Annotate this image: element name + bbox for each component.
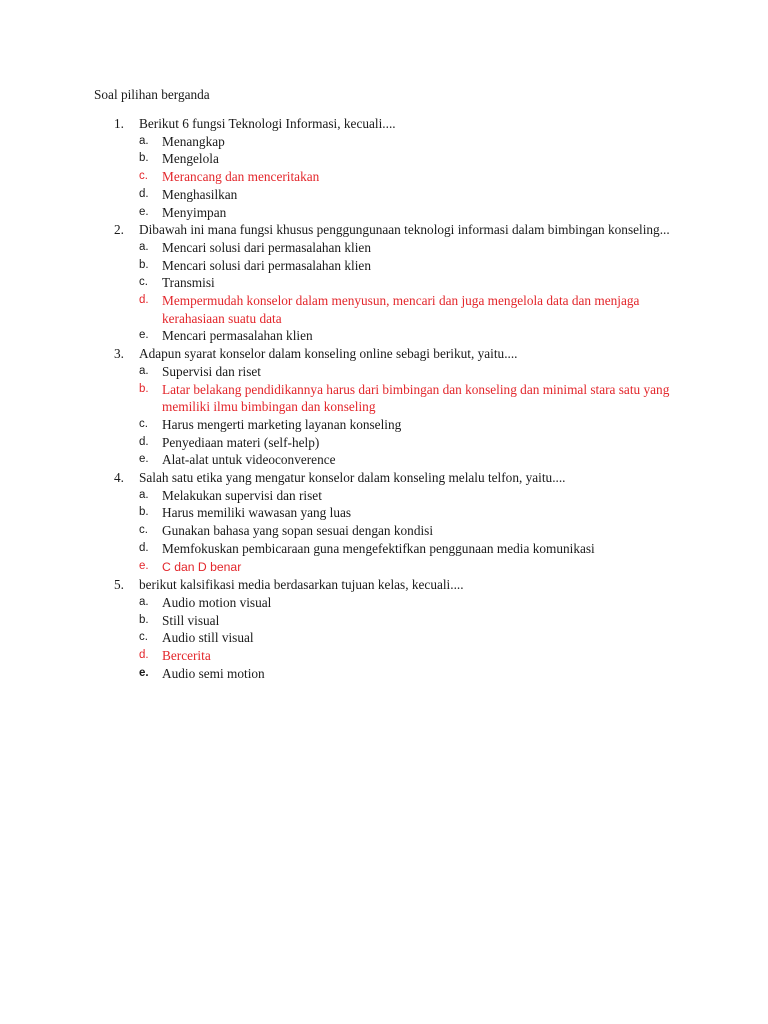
option-text: Still visual xyxy=(162,612,220,628)
option-letter: e. xyxy=(139,205,149,218)
option-item xyxy=(139,150,674,168)
question-text: berikut kalsifikasi media berdasarkan tujuan kelas, kecuali.... xyxy=(139,577,464,593)
option-letter: b. xyxy=(139,382,149,395)
option-letter: c. xyxy=(139,170,148,183)
option-letter: c. xyxy=(139,417,148,430)
option-item xyxy=(139,204,674,222)
option-text: Mencari permasalahan klien xyxy=(162,328,313,344)
option-letter: a. xyxy=(139,364,149,377)
option-text: Menangkap xyxy=(162,133,225,149)
option-text: C dan D benar xyxy=(162,559,242,574)
question-5 xyxy=(94,576,674,682)
option-letter: b. xyxy=(139,506,149,519)
option-item xyxy=(139,133,674,151)
question-number: 4. xyxy=(114,470,124,486)
option-text: Latar belakang pendidikannya harus dari bimbingan dan konseling dan minimal stara satu yang memiliki ilmu bimbingan dan konseling xyxy=(162,381,670,415)
question-text: Adapun syarat konselor dalam konseling online sebagi berikut, yaitu.... xyxy=(139,346,518,362)
option-letter: d. xyxy=(139,649,149,662)
option-item xyxy=(139,558,674,577)
option-text: Mencari solusi dari permasalahan klien xyxy=(162,239,371,255)
option-item xyxy=(139,416,674,434)
option-letter: d. xyxy=(139,541,149,554)
option-list xyxy=(139,487,674,577)
option-text: Melakukan supervisi dan riset xyxy=(162,487,322,503)
option-item xyxy=(139,257,674,275)
option-text: Gunakan bahasa yang sopan sesuai dengan kondisi xyxy=(162,523,434,539)
option-text: Mempermudah konselor dalam menyusun, mencari dan juga mengelola data dan menjaga kerahasiaan suatu data xyxy=(162,293,640,326)
option-item xyxy=(139,292,674,327)
option-item xyxy=(139,434,674,452)
option-letter: b. xyxy=(139,258,149,271)
option-item xyxy=(139,363,674,381)
question-3 xyxy=(94,345,674,469)
option-text: Audio motion visual xyxy=(162,594,272,610)
option-letter: b. xyxy=(139,152,149,165)
document-title: Soal pilihan berganda xyxy=(94,87,210,102)
option-item xyxy=(139,327,674,345)
question-2 xyxy=(94,221,674,345)
option-text: Supervisi dan riset xyxy=(162,363,261,379)
question-4 xyxy=(94,469,674,576)
option-item xyxy=(139,239,674,257)
option-letter: a. xyxy=(139,240,149,253)
option-letter: c. xyxy=(139,631,148,644)
option-letter: e. xyxy=(139,559,149,572)
option-text: Memfokuskan pembicaraan guna mengefektifkan penggunaan media komunikasi xyxy=(162,540,595,556)
question-text: Berikut 6 fungsi Teknologi Informasi, kecuali.... xyxy=(139,116,396,131)
question-number: 1. xyxy=(114,116,124,131)
option-letter: e. xyxy=(139,329,149,342)
option-text: Transmisi xyxy=(162,275,215,291)
option-item xyxy=(139,540,674,558)
option-text: Bercerita xyxy=(162,648,211,664)
option-text: Merancang dan menceritakan xyxy=(162,169,320,185)
option-text: Alat-alat untuk videoconverence xyxy=(162,452,336,468)
option-list xyxy=(139,363,674,469)
option-text: Mengelola xyxy=(162,151,219,167)
option-item xyxy=(139,594,674,612)
question-number: 2. xyxy=(114,222,124,238)
option-letter: e. xyxy=(139,666,149,679)
option-item xyxy=(139,451,674,469)
option-letter: b. xyxy=(139,613,149,626)
option-letter: e. xyxy=(139,453,149,466)
question-number: 3. xyxy=(114,346,124,362)
option-item xyxy=(139,381,674,416)
option-text: Audio semi motion xyxy=(162,665,265,681)
option-item xyxy=(139,504,674,522)
option-letter: c. xyxy=(139,524,148,537)
option-item xyxy=(139,612,674,630)
option-item xyxy=(139,522,674,540)
option-text: Penyediaan materi (self-help) xyxy=(162,434,320,450)
question-text: Salah satu etika yang mengatur konselor dalam konseling melalu telfon, yaitu.... xyxy=(139,470,566,486)
option-item xyxy=(139,629,674,647)
option-text: Harus memiliki wawasan yang luas xyxy=(162,505,352,521)
question-list xyxy=(94,115,674,683)
option-item xyxy=(139,274,674,292)
option-letter: a. xyxy=(139,488,149,501)
option-text: Menyimpan xyxy=(162,204,227,220)
option-letter: d. xyxy=(139,294,149,307)
option-item xyxy=(139,168,674,186)
option-list xyxy=(139,133,674,222)
option-letter: d. xyxy=(139,435,149,448)
option-item xyxy=(139,186,674,204)
option-text: Harus mengerti marketing layanan konseling xyxy=(162,416,402,432)
option-item xyxy=(139,665,674,683)
question-text: Dibawah ini mana fungsi khusus penggungunaan teknologi informasi dalam bimbingan konseling... xyxy=(139,222,670,238)
question-1 xyxy=(94,115,674,221)
option-letter: d. xyxy=(139,187,149,200)
option-text: Mencari solusi dari permasalahan klien xyxy=(162,257,371,273)
option-text: Menghasilkan xyxy=(162,186,238,202)
option-list xyxy=(139,239,674,345)
option-letter: c. xyxy=(139,276,148,289)
option-item xyxy=(139,487,674,505)
option-letter: a. xyxy=(139,134,149,147)
option-letter: a. xyxy=(139,595,149,608)
option-item xyxy=(139,647,674,665)
question-number: 5. xyxy=(114,577,124,593)
option-text: Audio still visual xyxy=(162,630,254,646)
option-list xyxy=(139,594,674,683)
